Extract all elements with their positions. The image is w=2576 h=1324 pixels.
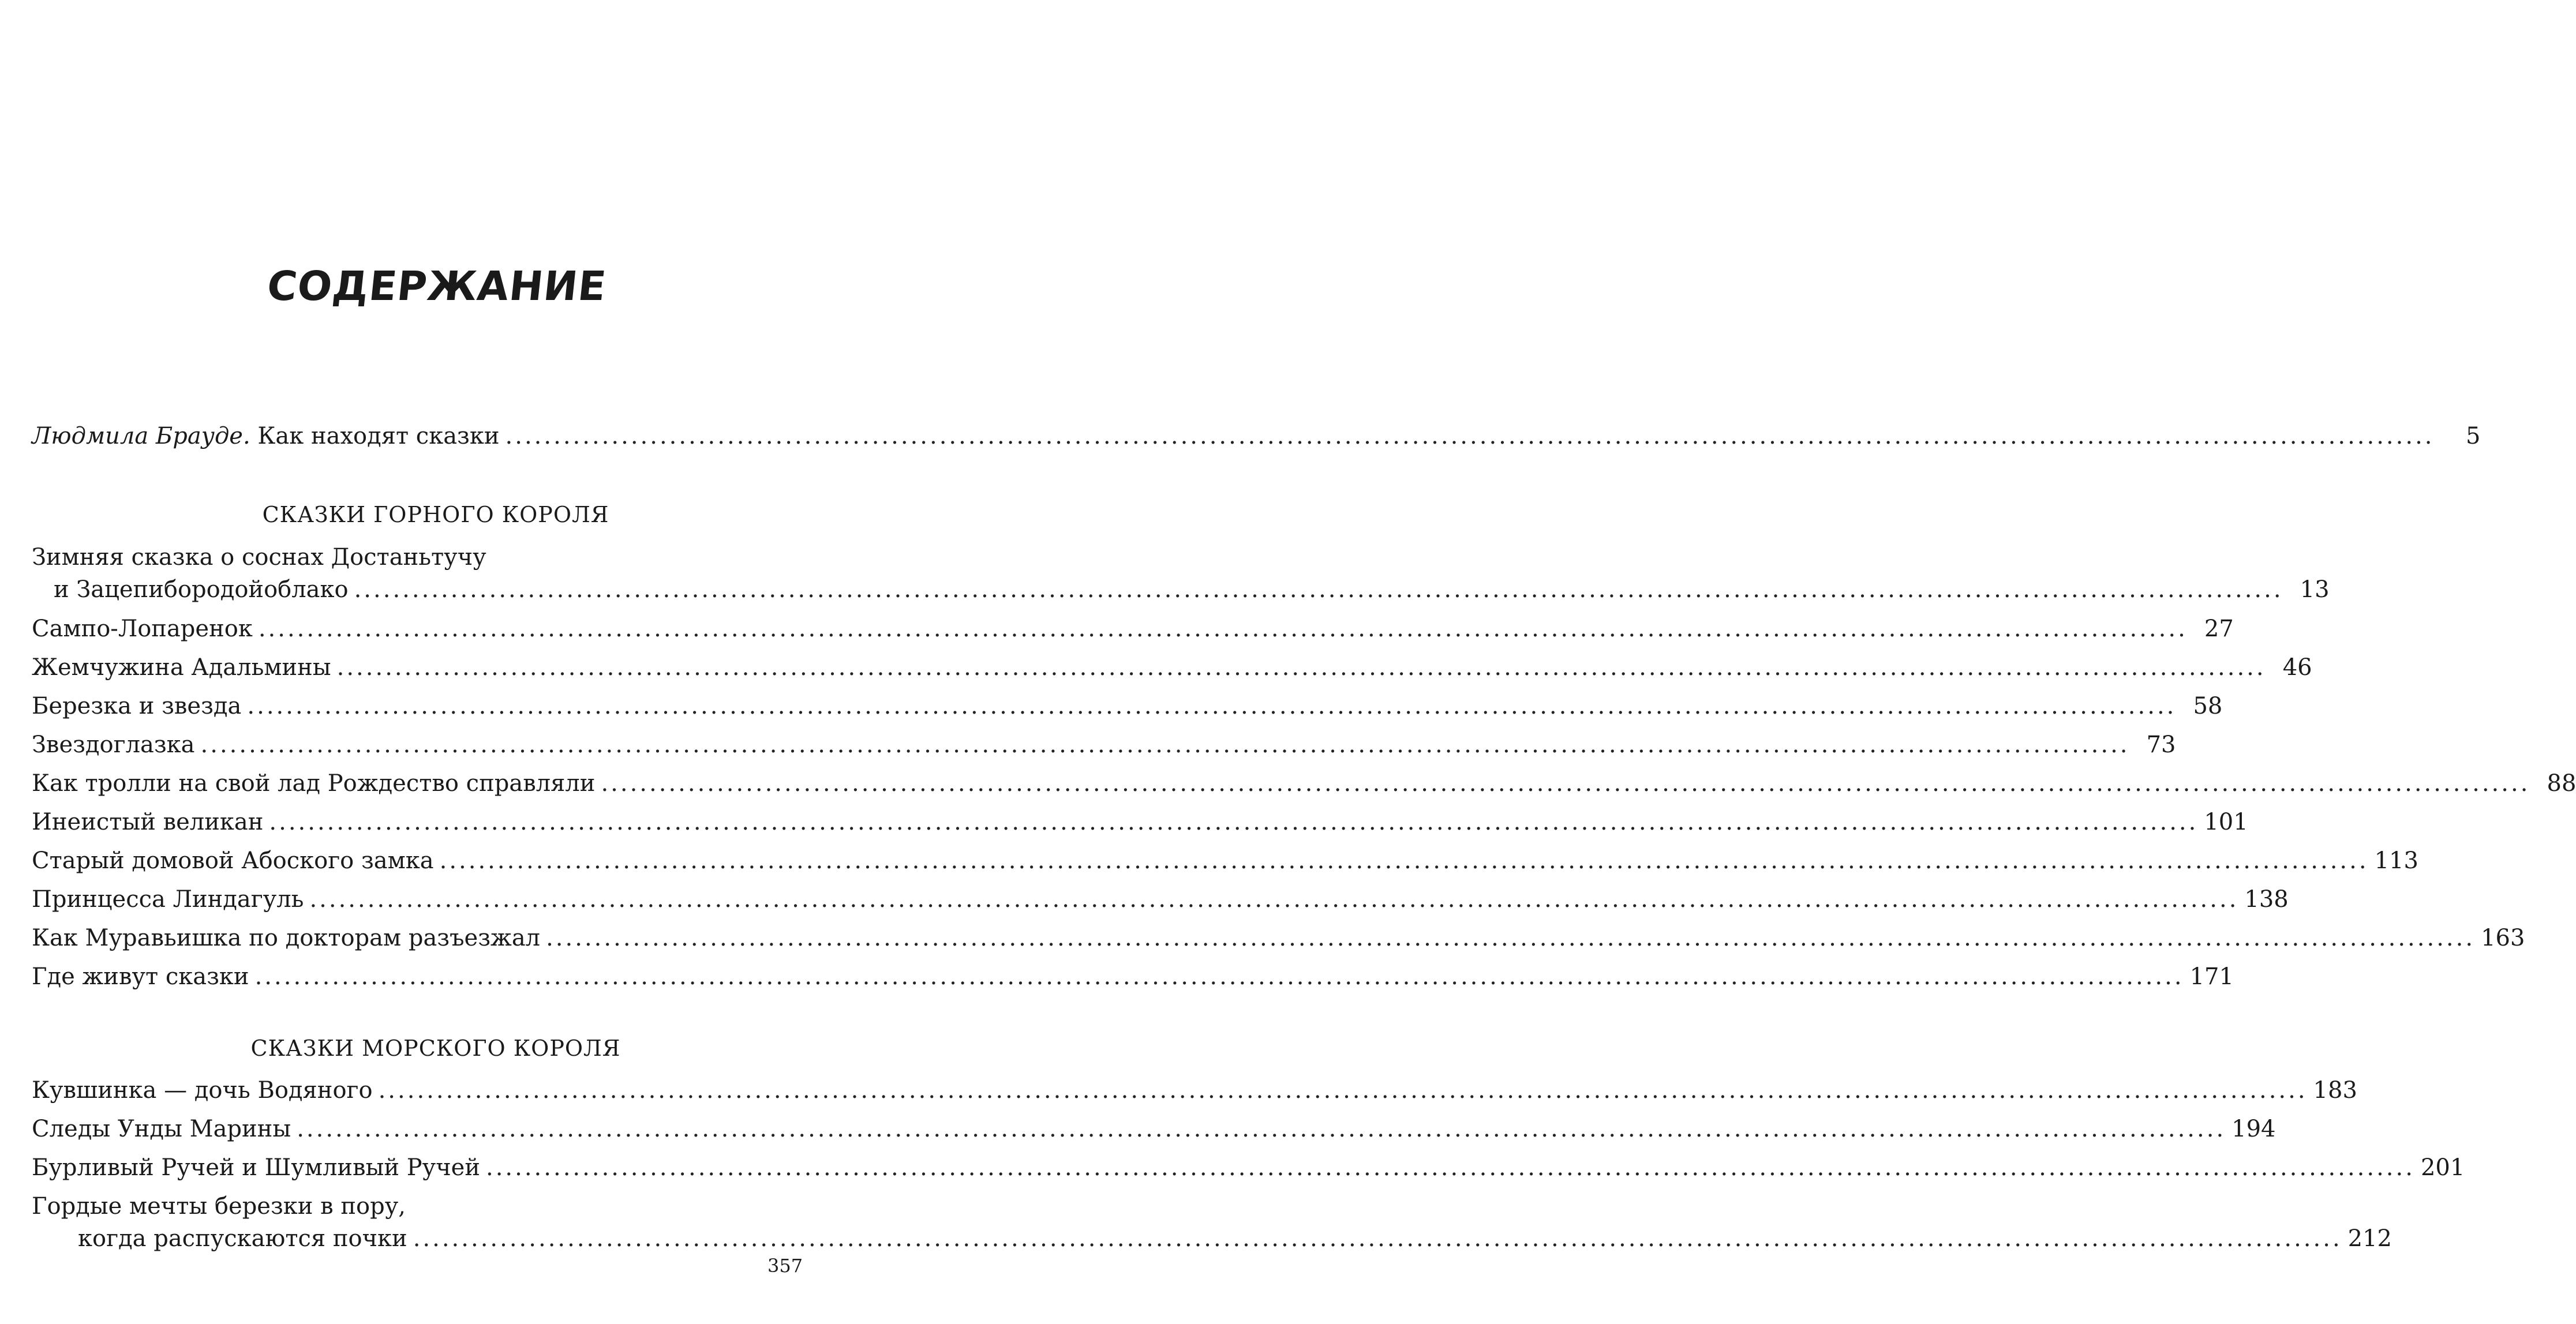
entry-title: Как тролли на свой лад Рождество справляли: [32, 770, 596, 797]
page-number: 171: [2189, 963, 2234, 990]
dot-leader: ........................................................................................................................................................................................................: [485, 1154, 2415, 1181]
page-number: 201: [2420, 1154, 2465, 1181]
dot-leader: ........................................................................................................................................................................................................: [354, 576, 2283, 603]
entry-title: Как Муравьишка по докторам разъезжал: [32, 925, 541, 951]
section-heading-2: СКАЗКИ МОРСКОГО КОРОЛЯ: [250, 1036, 621, 1061]
page-number: 113: [2374, 847, 2418, 874]
entry-title-line2: когда распускаются почки: [78, 1225, 407, 1252]
page-number: 88: [2547, 770, 2576, 797]
dot-leader: ........................................................................................................................................................................................................: [413, 1225, 2342, 1252]
toc-entry: [32, 1190, 2392, 1255]
dot-leader: ........................................................................................................................................................................................................: [309, 886, 2239, 913]
toc-entry: [32, 961, 2234, 993]
dot-leader: ........................................................................................................................................................................................................: [269, 809, 2199, 835]
folio-page-number: 357: [767, 1255, 803, 1277]
entry-title-line1: Гордые мечты березки в пору,: [32, 1193, 406, 1220]
entry-title: Бурливый Ручей и Шумливый Ручей: [32, 1154, 480, 1181]
toc-entry: [32, 845, 2418, 877]
toc-entry: [32, 806, 2248, 838]
toc-entry: [32, 651, 2312, 684]
dot-leader: ........................................................................................................................................................................................................: [254, 963, 2184, 990]
dot-leader: ........................................................................................................................................................................................................: [439, 847, 2369, 874]
preface-author: Людмила Брауде.: [32, 423, 250, 449]
page-number: 13: [2300, 576, 2330, 603]
dot-leader: ........................................................................................................................................................................................................: [546, 925, 2476, 951]
entry-title-line2: и Зацепибородойоблако: [54, 576, 349, 603]
dot-leader: ........................................................................................................................................................................................................: [258, 616, 2188, 642]
dot-leader: ........................................................................................................................................................................................................: [601, 770, 2530, 797]
entry-title: Инеистый великан: [32, 809, 264, 835]
toc-entry: [32, 883, 2289, 916]
dot-leader: ........................................................................................................................................................................................................: [200, 732, 2130, 758]
dot-leader: ........................................................................................................................................................................................................: [247, 693, 2177, 719]
toc-entry: [32, 1152, 2465, 1184]
page-number: 194: [2231, 1116, 2276, 1142]
toc-entry: [32, 1113, 2276, 1145]
entry-title: Звездоглазка: [32, 732, 195, 758]
toc-entry-preface: [32, 420, 2481, 452]
page-number: 163: [2481, 925, 2525, 951]
page-number: 73: [2146, 732, 2176, 758]
entry-title: Березка и звезда: [32, 693, 242, 719]
section-heading-1: СКАЗКИ ГОРНОГО КОРОЛЯ: [262, 502, 609, 527]
page-number: 183: [2313, 1077, 2357, 1104]
toc-entry: [32, 767, 2576, 800]
dot-leader: ........................................................................................................................................................................................................: [378, 1077, 2308, 1104]
entry-title: Жемчужина Адальмины: [32, 654, 331, 681]
dot-leader: ........................................................................................................................................................................................................: [505, 423, 2435, 449]
page-number: 46: [2282, 654, 2312, 681]
entry-title: Следы Унды Марины: [32, 1116, 291, 1142]
entry-title: Кувшинка — дочь Водяного: [32, 1077, 373, 1104]
table-of-contents: [32, 0, 2576, 1324]
entry-title-line1: Зимняя сказка о соснах Достаньтучу: [32, 544, 486, 571]
toc-entry: [32, 1074, 2357, 1107]
page-title: СОДЕРЖАНИЕ: [265, 262, 609, 310]
toc-entry: [32, 922, 2525, 954]
entry-title: Принцесса Линдагуль: [32, 886, 304, 913]
toc-entry: [32, 690, 2223, 722]
page-number: 5: [2466, 423, 2481, 449]
page-number: 212: [2347, 1225, 2392, 1252]
toc-entry: [32, 729, 2176, 761]
preface-title: Как находят сказки: [250, 423, 500, 449]
entry-title: Где живут сказки: [32, 963, 249, 990]
page-number: 27: [2204, 616, 2234, 642]
toc-entry: [32, 541, 2330, 606]
page-number: 58: [2193, 693, 2223, 719]
toc-entry: [32, 613, 2234, 645]
entry-title: Сампо-Лопаренок: [32, 616, 253, 642]
dot-leader: ........................................................................................................................................................................................................: [297, 1116, 2226, 1142]
entry-title: Старый домовой Абоского замка: [32, 847, 434, 874]
dot-leader: ........................................................................................................................................................................................................: [336, 654, 2266, 681]
page-number: 101: [2204, 809, 2248, 835]
page-number: 138: [2244, 886, 2289, 913]
